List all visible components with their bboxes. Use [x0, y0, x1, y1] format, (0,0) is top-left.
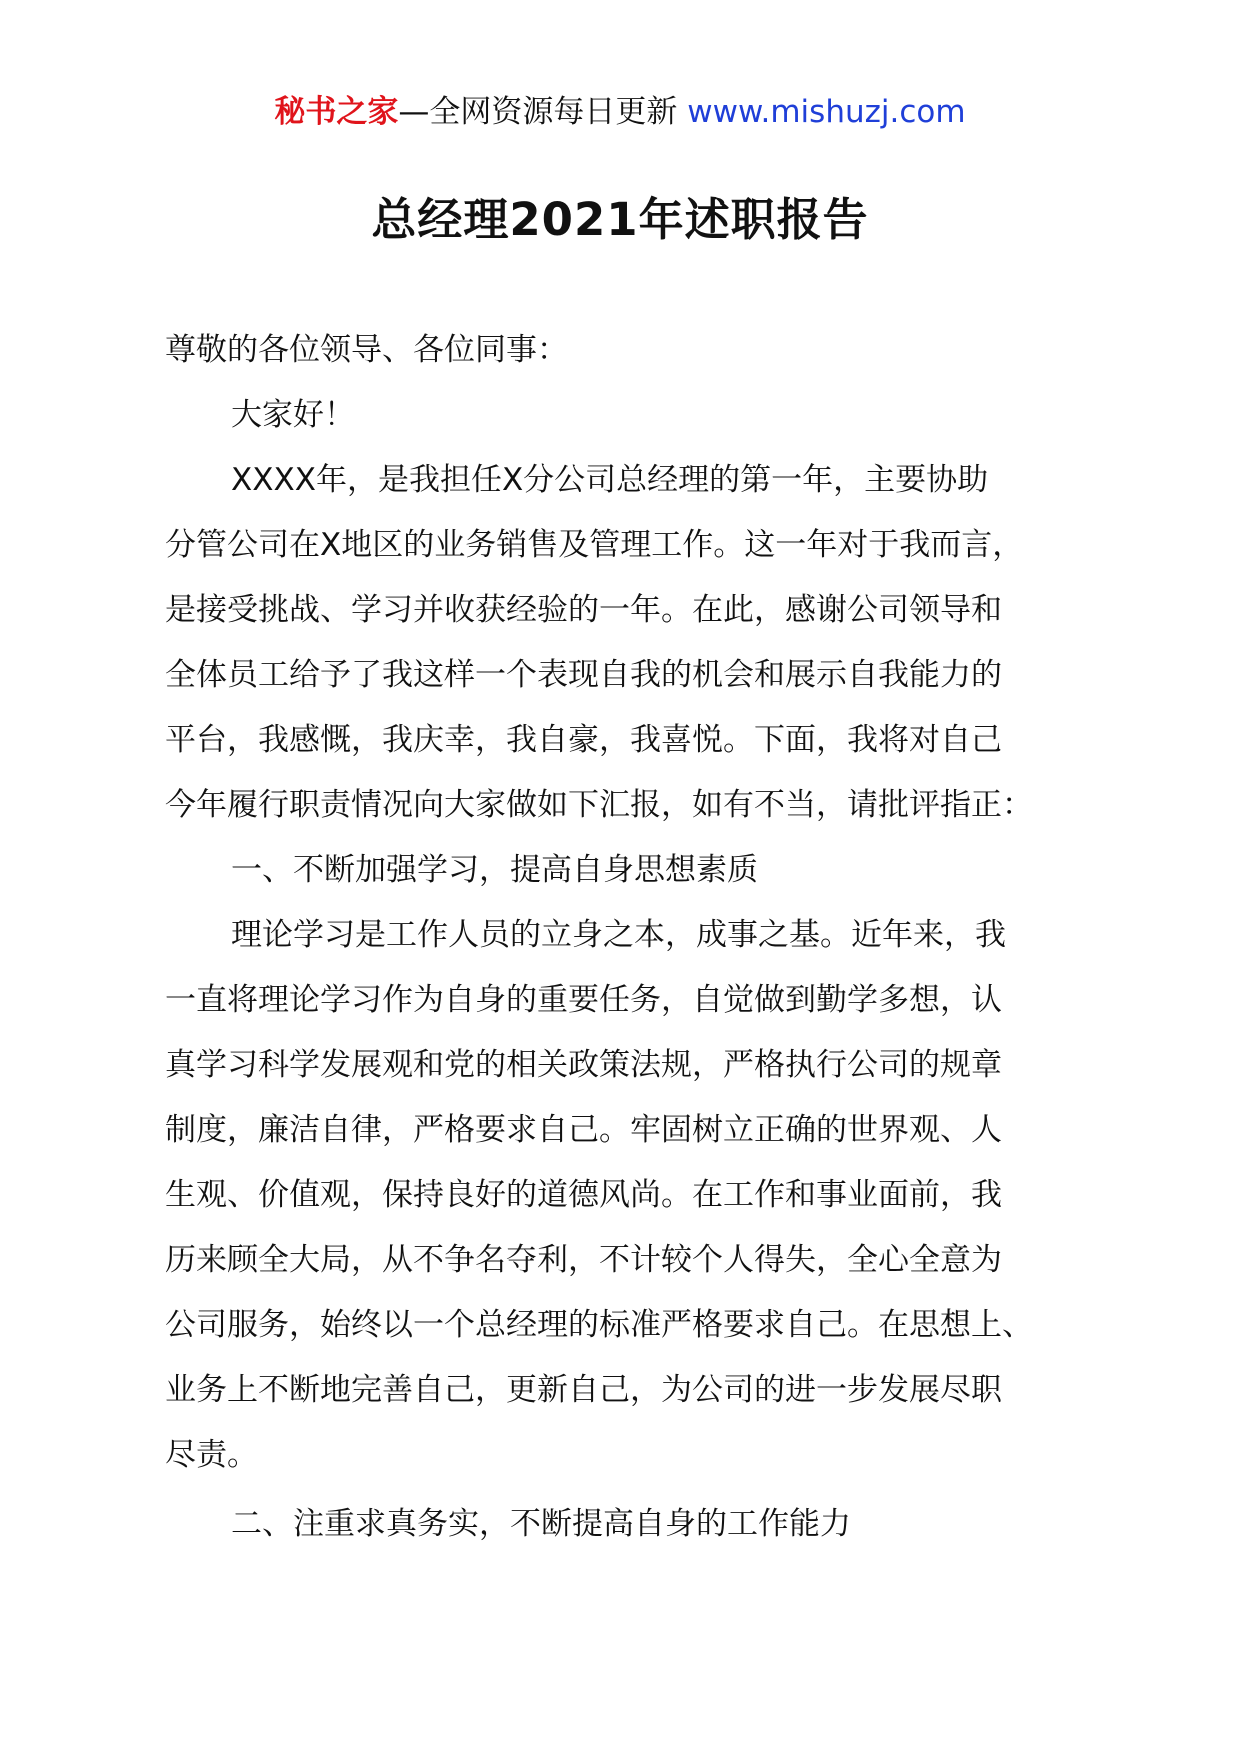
paragraph-line: 公司服务，始终以一个总经理的标准严格要求自己。在思想上、 — [165, 1307, 1033, 1343]
paragraph-line: 分管公司在X地区的业务销售及管理工作。这一年对于我而言， — [165, 527, 1024, 563]
brand-name: 秘书之家 — [274, 94, 399, 130]
section-heading-1: 一、不断加强学习，提高自身思想素质 — [231, 852, 758, 888]
paragraph-line: 平台，我感慨，我庆幸，我自豪，我喜悦。下面，我将对自己 — [165, 722, 1002, 758]
paragraph-line: 业务上不断地完善自己，更新自己，为公司的进一步发展尽职 — [165, 1372, 1002, 1408]
paragraph-line: 真学习科学发展观和党的相关政策法规，严格执行公司的规章 — [165, 1047, 1002, 1083]
document-title: 总经理2021年述职报告 — [371, 193, 869, 246]
paragraph-line: 制度，廉洁自律，严格要求自己。牢固树立正确的世界观、人 — [165, 1112, 1002, 1148]
document-body — [165, 318, 1105, 1557]
paragraph-line: 是接受挑战、学习并收获经验的一年。在此，感谢公司领导和 — [165, 592, 1002, 628]
salutation: 尊敬的各位领导、各位同事： — [165, 332, 568, 368]
greeting: 大家好！ — [231, 397, 355, 433]
paragraph-line: 历来顾全大局，从不争名夺利，不计较个人得失，全心全意为 — [165, 1242, 1002, 1278]
paragraph-line: 尽责。 — [165, 1437, 258, 1473]
site-header — [0, 92, 1240, 132]
paragraph-line: 一直将理论学习作为自身的重要任务，自觉做到勤学多想，认 — [165, 982, 1002, 1018]
section-heading-2: 二、注重求真务实，不断提高自身的工作能力 — [231, 1506, 851, 1542]
paragraph-line: XXXX年，是我担任X分公司总经理的第一年，主要协助 — [231, 462, 989, 498]
paragraph-line: 全体员工给予了我这样一个表现自我的机会和展示自我能力的 — [165, 657, 1002, 693]
paragraph-line: 生观、价值观，保持良好的道德风尚。在工作和事业面前，我 — [165, 1177, 1002, 1213]
paragraph-line: 今年履行职责情况向大家做如下汇报，如有不当，请批评指正： — [165, 787, 1033, 823]
site-url-link[interactable]: www.mishuzj.com — [687, 94, 966, 130]
paragraph-line: 理论学习是工作人员的立身之本，成事之基。近年来，我 — [231, 917, 1006, 953]
header-tagline: —全网资源每日更新 — [398, 94, 688, 130]
